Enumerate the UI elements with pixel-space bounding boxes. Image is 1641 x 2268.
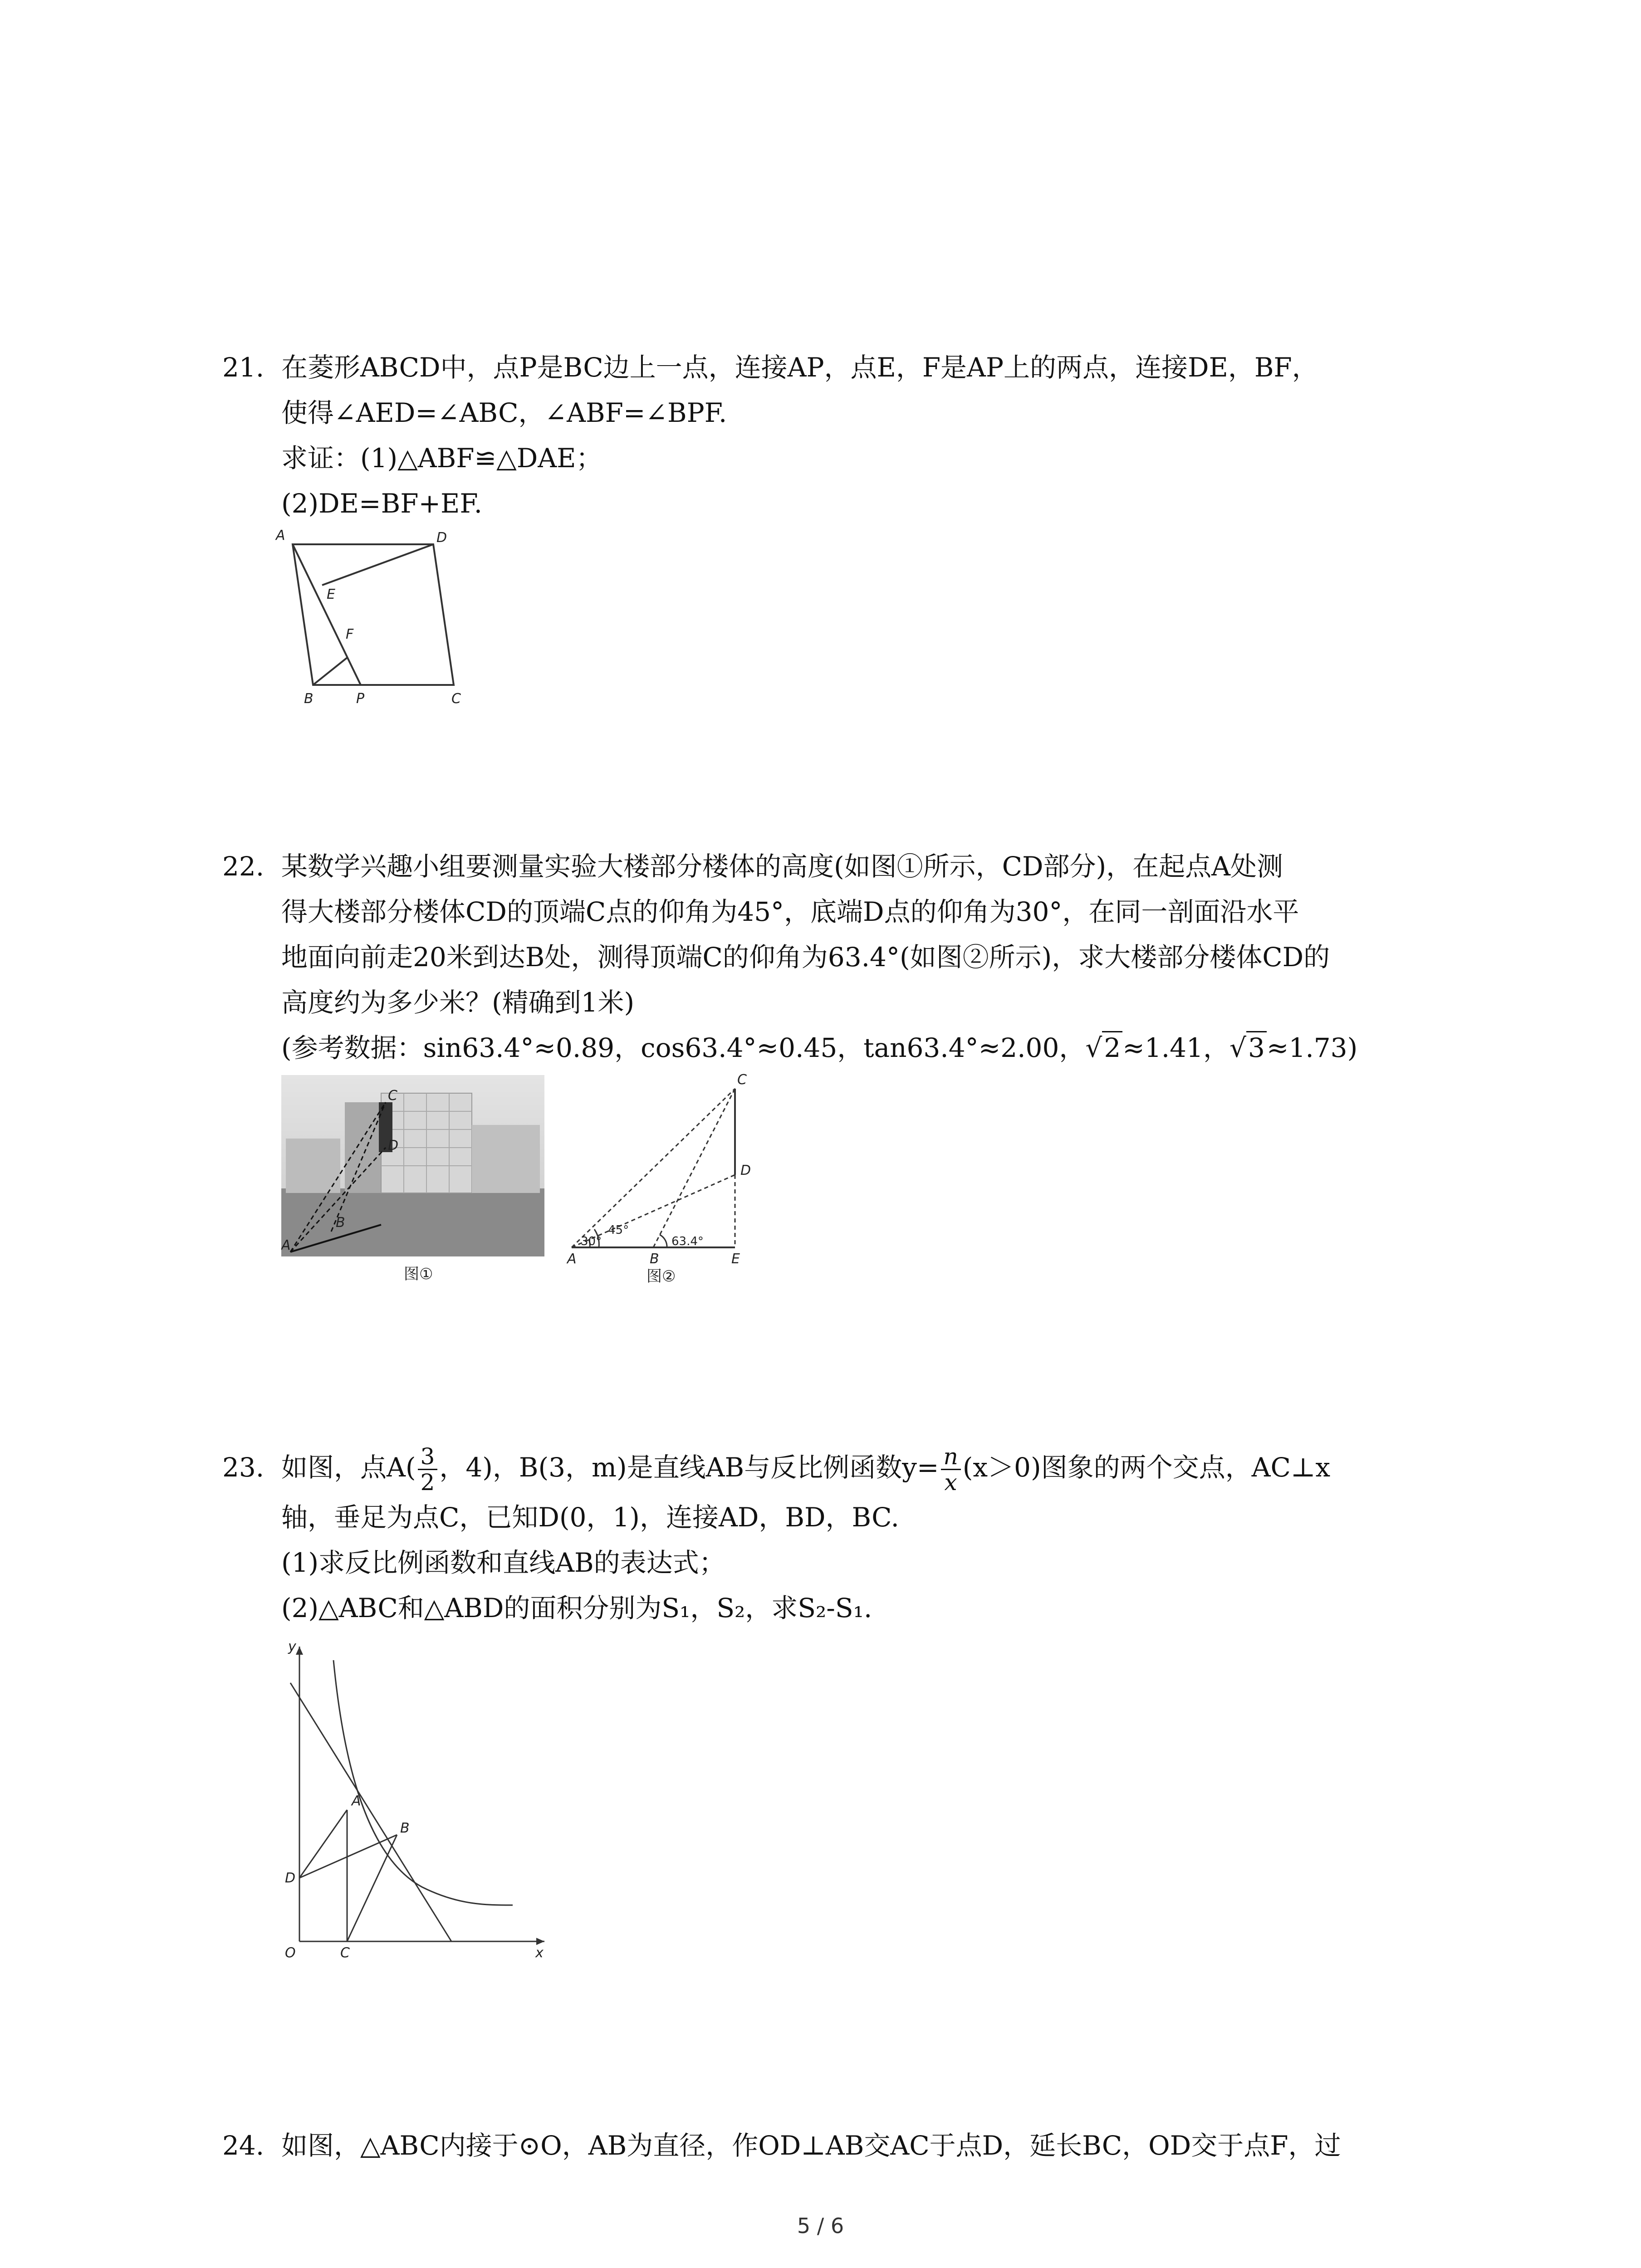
fraction-n-over-x: $\frac{n}{x}$ bbox=[941, 1444, 961, 1495]
page-number: 5 / 6 bbox=[797, 2214, 844, 2238]
axis-label-y: y bbox=[288, 1639, 296, 1655]
question-text: 如图，△ABC内接于⊙O，AB为直径，作OD⊥AB交AC于点D，延长BC，OD交于点F，过 bbox=[281, 2130, 1341, 2161]
question-text: 如图，点A( $\frac{3}{2}$ ，4)，B(3，m)是直线AB与反比例函数y= $\frac{n}{x}$ (x＞0)图象的两个交点，AC⊥x bbox=[281, 1443, 1331, 1496]
coordinate-figure bbox=[272, 1633, 563, 1960]
question-21 bbox=[222, 345, 1474, 526]
question-24 bbox=[222, 2123, 1474, 2168]
reference-data: (参考数据：sin63.4°≈0.89，cos63.4°≈0.45，tan63.4°≈2.00，√2≈1.41，√3≈1.73) bbox=[281, 1025, 1474, 1070]
label-b: B bbox=[650, 1251, 659, 1267]
angle-63-4: 63.4° bbox=[671, 1235, 704, 1248]
question-text: 得大楼部分楼体CD的顶端C点的仰角为45°，底端D点的仰角为30°，在同一剖面沿水平 bbox=[281, 896, 1299, 927]
angle-45: 45° bbox=[608, 1223, 629, 1237]
question-text: 高度约为多少米？(精确到1米) bbox=[281, 987, 635, 1018]
sqrt-3: √3 bbox=[1230, 1025, 1267, 1070]
label-a: A bbox=[352, 1793, 361, 1809]
label-c: C bbox=[340, 1945, 350, 1960]
label-c: C bbox=[388, 1088, 397, 1104]
label-a: A bbox=[276, 528, 285, 543]
sqrt-2: √2 bbox=[1085, 1025, 1122, 1070]
question-number: 24. bbox=[222, 2130, 265, 2161]
fraction-three-halves: $\frac{3}{2}$ bbox=[418, 1444, 438, 1495]
question-number: 22. bbox=[222, 851, 265, 882]
building-photo-figure bbox=[281, 1075, 554, 1288]
label-d: D bbox=[436, 530, 447, 546]
question-text: (1)求反比例函数和直线AB的表达式； bbox=[281, 1547, 725, 1579]
question-text: 轴，垂足为点C，已知D(0，1)，连接AD，BD，BC. bbox=[281, 1502, 899, 1533]
figure-caption: 图① bbox=[404, 1265, 433, 1283]
label-p: P bbox=[356, 691, 365, 707]
question-text: 地面向前走20米到达B处，测得顶端C的仰角为63.4°(如图②所示)，求大楼部分楼体CD的 bbox=[281, 942, 1330, 973]
question-text: 某数学兴趣小组要测量实验大楼部分楼体的高度(如图①所示，CD部分)，在起点A处测 bbox=[281, 851, 1283, 882]
label-c: C bbox=[451, 691, 461, 707]
label-a: A bbox=[567, 1251, 577, 1267]
question-text: 求证：(1)△ABF≌△DAE； bbox=[281, 443, 603, 474]
label-b: B bbox=[304, 691, 314, 707]
label-c: C bbox=[737, 1072, 747, 1088]
label-e: E bbox=[327, 587, 335, 602]
figure-caption: 图② bbox=[647, 1267, 676, 1286]
question-text: 使得∠AED=∠ABC，∠ABF=∠BPF. bbox=[281, 397, 727, 428]
question-number: 21. bbox=[222, 352, 265, 383]
elevation-diagram bbox=[563, 1070, 762, 1288]
label-b: B bbox=[400, 1820, 410, 1836]
label-e: E bbox=[731, 1251, 740, 1267]
question-text: (2)△ABC和△ABD的面积分别为S₁，S₂，求S₂-S₁. bbox=[281, 1593, 872, 1624]
question-22 bbox=[222, 844, 1474, 1070]
label-f: F bbox=[346, 626, 354, 642]
label-d: D bbox=[740, 1163, 751, 1178]
question-number: 23. bbox=[222, 1452, 265, 1483]
label-b: B bbox=[336, 1215, 345, 1231]
label-a: A bbox=[281, 1237, 291, 1253]
axis-label-x: x bbox=[535, 1945, 544, 1960]
label-d: D bbox=[388, 1138, 399, 1154]
label-o: O bbox=[285, 1945, 296, 1960]
rhombus-figure bbox=[272, 526, 499, 708]
label-d: D bbox=[285, 1870, 296, 1886]
question-text: 在菱形ABCD中，点P是BC边上一点，连接AP，点E，F是AP上的两点，连接DE，BF， bbox=[281, 352, 1318, 383]
question-23 bbox=[222, 1442, 1474, 1631]
question-text: (2)DE=BF+EF. bbox=[281, 488, 483, 519]
angle-30: 30° bbox=[581, 1235, 602, 1248]
